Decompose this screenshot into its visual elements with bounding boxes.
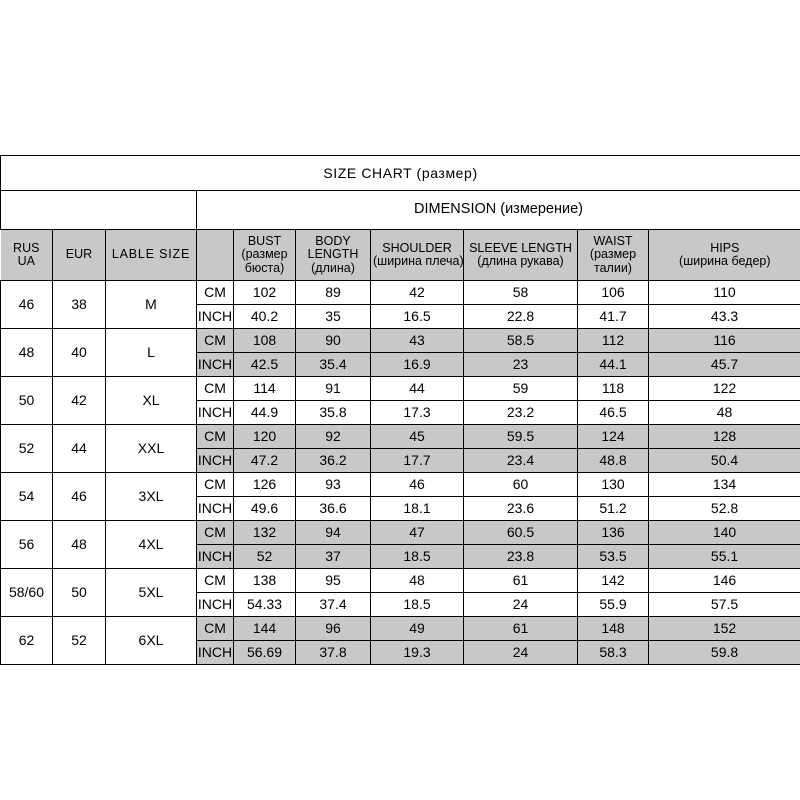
cell-shoulder-cm: 45: [371, 425, 464, 449]
cell-waist-cm: 136: [578, 521, 649, 545]
header-unit-blank: [197, 230, 234, 281]
header-hips: [649, 230, 800, 281]
header-bust-ru-line1: (размер: [241, 247, 288, 262]
cell-rus-ua: 46: [1, 281, 53, 329]
header-sleeve-length: [464, 230, 578, 281]
cell-waist-inch: 44.1: [578, 353, 649, 377]
cell-lable-size: XL: [106, 377, 197, 425]
header-bust: [234, 230, 296, 281]
cell-shoulder-inch: 16.9: [371, 353, 464, 377]
header-bust-ru-line2: бюста): [244, 260, 285, 275]
cell-unit-inch: INCH: [197, 545, 234, 569]
cell-hips-cm: 122: [649, 377, 800, 401]
cell-body-length-cm: 94: [296, 521, 371, 545]
size-chart-container: [0, 155, 800, 665]
table-row: [1, 473, 800, 497]
cell-shoulder-cm: 43: [371, 329, 464, 353]
cell-waist-inch: 53.5: [578, 545, 649, 569]
cell-rus-ua: 50: [1, 377, 53, 425]
cell-waist-inch: 46.5: [578, 401, 649, 425]
table-row: [1, 521, 800, 545]
cell-sleeve-length-cm: 61: [464, 617, 578, 641]
cell-body-length-cm: 89: [296, 281, 371, 305]
cell-waist-cm: 118: [578, 377, 649, 401]
title-row: [1, 156, 800, 191]
size-chart-table: [0, 155, 800, 665]
cell-unit-inch: INCH: [197, 593, 234, 617]
cell-rus-ua: 52: [1, 425, 53, 473]
cell-waist-inch: 41.7: [578, 305, 649, 329]
cell-hips-inch: 52.8: [649, 497, 800, 521]
cell-sleeve-length-cm: 58.5: [464, 329, 578, 353]
header-rus-ua: [1, 230, 53, 281]
cell-waist-inch: 48.8: [578, 449, 649, 473]
header-sleeve-ru: (длина рукава): [477, 254, 564, 268]
header-waist: [578, 230, 649, 281]
cell-hips-inch: 43.3: [649, 305, 800, 329]
header-body-length: [296, 230, 371, 281]
cell-sleeve-length-cm: 58: [464, 281, 578, 305]
cell-shoulder-cm: 42: [371, 281, 464, 305]
header-eur: EUR: [53, 230, 106, 281]
cell-sleeve-length-cm: 60.5: [464, 521, 578, 545]
page-title: SIZE CHART (размер): [1, 156, 800, 191]
cell-waist-cm: 106: [578, 281, 649, 305]
cell-shoulder-inch: 18.5: [371, 545, 464, 569]
cell-hips-inch: 55.1: [649, 545, 800, 569]
cell-eur: 44: [53, 425, 106, 473]
cell-rus-ua: 62: [1, 617, 53, 665]
column-header-row: [1, 230, 800, 281]
cell-unit-inch: INCH: [197, 497, 234, 521]
cell-lable-size: 3XL: [106, 473, 197, 521]
cell-waist-inch: 58.3: [578, 641, 649, 665]
cell-bust-inch: 42.5: [234, 353, 296, 377]
cell-hips-inch: 59.8: [649, 641, 800, 665]
dimension-blank-cell: [1, 191, 197, 230]
cell-hips-cm: 110: [649, 281, 800, 305]
cell-unit-cm: CM: [197, 521, 234, 545]
header-bust-en: BUST: [247, 234, 282, 249]
cell-unit-cm: CM: [197, 617, 234, 641]
cell-sleeve-length-inch: 23.6: [464, 497, 578, 521]
header-rus-ua-line2: UA: [17, 254, 35, 268]
cell-unit-cm: CM: [197, 281, 234, 305]
cell-body-length-cm: 91: [296, 377, 371, 401]
cell-lable-size: L: [106, 329, 197, 377]
cell-eur: 38: [53, 281, 106, 329]
table-row: [1, 329, 800, 353]
cell-sleeve-length-inch: 23.4: [464, 449, 578, 473]
cell-unit-inch: INCH: [197, 305, 234, 329]
cell-body-length-cm: 96: [296, 617, 371, 641]
table-row: [1, 377, 800, 401]
cell-bust-inch: 40.2: [234, 305, 296, 329]
cell-bust-cm: 144: [234, 617, 296, 641]
cell-shoulder-cm: 48: [371, 569, 464, 593]
cell-eur: 50: [53, 569, 106, 617]
cell-waist-cm: 148: [578, 617, 649, 641]
header-shoulder-ru: (ширина плеча): [373, 254, 464, 268]
cell-bust-cm: 108: [234, 329, 296, 353]
cell-bust-cm: 114: [234, 377, 296, 401]
cell-body-length-inch: 37: [296, 545, 371, 569]
cell-unit-inch: INCH: [197, 353, 234, 377]
cell-unit-cm: CM: [197, 329, 234, 353]
cell-body-length-inch: 36.6: [296, 497, 371, 521]
table-row: [1, 569, 800, 593]
cell-body-length-cm: 95: [296, 569, 371, 593]
header-rus-ua-line1: RUS: [13, 240, 40, 255]
cell-shoulder-cm: 44: [371, 377, 464, 401]
cell-shoulder-inch: 19.3: [371, 641, 464, 665]
cell-shoulder-inch: 18.1: [371, 497, 464, 521]
cell-sleeve-length-cm: 59.5: [464, 425, 578, 449]
cell-waist-cm: 142: [578, 569, 649, 593]
cell-bust-inch: 56.69: [234, 641, 296, 665]
header-sleeve-en: SLEEVE LENGTH: [469, 240, 572, 255]
cell-bust-inch: 54.33: [234, 593, 296, 617]
cell-shoulder-cm: 47: [371, 521, 464, 545]
cell-eur: 48: [53, 521, 106, 569]
cell-hips-cm: 128: [649, 425, 800, 449]
cell-rus-ua: 58/60: [1, 569, 53, 617]
cell-bust-cm: 132: [234, 521, 296, 545]
cell-rus-ua: 56: [1, 521, 53, 569]
cell-eur: 42: [53, 377, 106, 425]
cell-bust-inch: 49.6: [234, 497, 296, 521]
cell-unit-inch: INCH: [197, 641, 234, 665]
cell-bust-inch: 52: [234, 545, 296, 569]
header-waist-ru-line1: (размер: [589, 247, 637, 262]
cell-shoulder-inch: 18.5: [371, 593, 464, 617]
cell-sleeve-length-inch: 22.8: [464, 305, 578, 329]
table-row: [1, 425, 800, 449]
cell-shoulder-inch: 17.7: [371, 449, 464, 473]
cell-sleeve-length-cm: 61: [464, 569, 578, 593]
cell-shoulder-cm: 49: [371, 617, 464, 641]
cell-sleeve-length-cm: 60: [464, 473, 578, 497]
cell-body-length-inch: 36.2: [296, 449, 371, 473]
cell-shoulder-inch: 16.5: [371, 305, 464, 329]
cell-hips-inch: 57.5: [649, 593, 800, 617]
cell-sleeve-length-cm: 59: [464, 377, 578, 401]
cell-hips-inch: 48: [649, 401, 800, 425]
table-row: [1, 281, 800, 305]
cell-lable-size: M: [106, 281, 197, 329]
cell-body-length-inch: 37.8: [296, 641, 371, 665]
cell-eur: 46: [53, 473, 106, 521]
header-waist-en: WAIST: [593, 234, 633, 249]
cell-unit-cm: CM: [197, 377, 234, 401]
cell-waist-cm: 124: [578, 425, 649, 449]
cell-unit-cm: CM: [197, 425, 234, 449]
dimension-group-header: DIMENSION (измерение): [197, 191, 800, 230]
cell-rus-ua: 48: [1, 329, 53, 377]
size-chart-body: [1, 281, 800, 665]
cell-lable-size: 5XL: [106, 569, 197, 617]
header-hips-ru: (ширина бедер): [679, 254, 771, 268]
header-body-length-ru: (длина): [311, 260, 355, 275]
cell-body-length-inch: 35.8: [296, 401, 371, 425]
cell-shoulder-cm: 46: [371, 473, 464, 497]
cell-hips-inch: 50.4: [649, 449, 800, 473]
cell-bust-cm: 120: [234, 425, 296, 449]
cell-waist-cm: 130: [578, 473, 649, 497]
header-body-length-en-line2: LENGTH: [307, 247, 359, 262]
cell-hips-cm: 134: [649, 473, 800, 497]
cell-hips-inch: 45.7: [649, 353, 800, 377]
header-waist-ru-line2: талии): [594, 260, 632, 275]
cell-bust-inch: 47.2: [234, 449, 296, 473]
cell-body-length-inch: 37.4: [296, 593, 371, 617]
cell-sleeve-length-inch: 23.2: [464, 401, 578, 425]
cell-hips-cm: 152: [649, 617, 800, 641]
cell-unit-cm: CM: [197, 569, 234, 593]
cell-body-length-cm: 90: [296, 329, 371, 353]
header-lable-size: LABLE SIZE: [106, 230, 197, 281]
cell-bust-inch: 44.9: [234, 401, 296, 425]
cell-waist-cm: 112: [578, 329, 649, 353]
cell-eur: 52: [53, 617, 106, 665]
header-shoulder: [371, 230, 464, 281]
table-row: [1, 617, 800, 641]
cell-shoulder-inch: 17.3: [371, 401, 464, 425]
cell-waist-inch: 55.9: [578, 593, 649, 617]
cell-hips-cm: 140: [649, 521, 800, 545]
cell-sleeve-length-inch: 24: [464, 593, 578, 617]
cell-sleeve-length-inch: 23: [464, 353, 578, 377]
cell-bust-cm: 138: [234, 569, 296, 593]
cell-sleeve-length-inch: 23.8: [464, 545, 578, 569]
cell-bust-cm: 126: [234, 473, 296, 497]
cell-rus-ua: 54: [1, 473, 53, 521]
header-shoulder-en: SHOULDER: [382, 240, 452, 255]
cell-body-length-cm: 92: [296, 425, 371, 449]
header-body-length-en-line1: BODY: [315, 234, 351, 249]
cell-unit-inch: INCH: [197, 401, 234, 425]
cell-eur: 40: [53, 329, 106, 377]
cell-lable-size: 6XL: [106, 617, 197, 665]
cell-hips-cm: 116: [649, 329, 800, 353]
cell-body-length-inch: 35.4: [296, 353, 371, 377]
cell-bust-cm: 102: [234, 281, 296, 305]
cell-hips-cm: 146: [649, 569, 800, 593]
cell-waist-inch: 51.2: [578, 497, 649, 521]
cell-lable-size: 4XL: [106, 521, 197, 569]
header-hips-en: HIPS: [710, 240, 740, 255]
cell-unit-cm: CM: [197, 473, 234, 497]
cell-body-length-cm: 93: [296, 473, 371, 497]
cell-sleeve-length-inch: 24: [464, 641, 578, 665]
dimension-band-row: [1, 191, 800, 230]
cell-unit-inch: INCH: [197, 449, 234, 473]
cell-body-length-inch: 35: [296, 305, 371, 329]
cell-lable-size: XXL: [106, 425, 197, 473]
